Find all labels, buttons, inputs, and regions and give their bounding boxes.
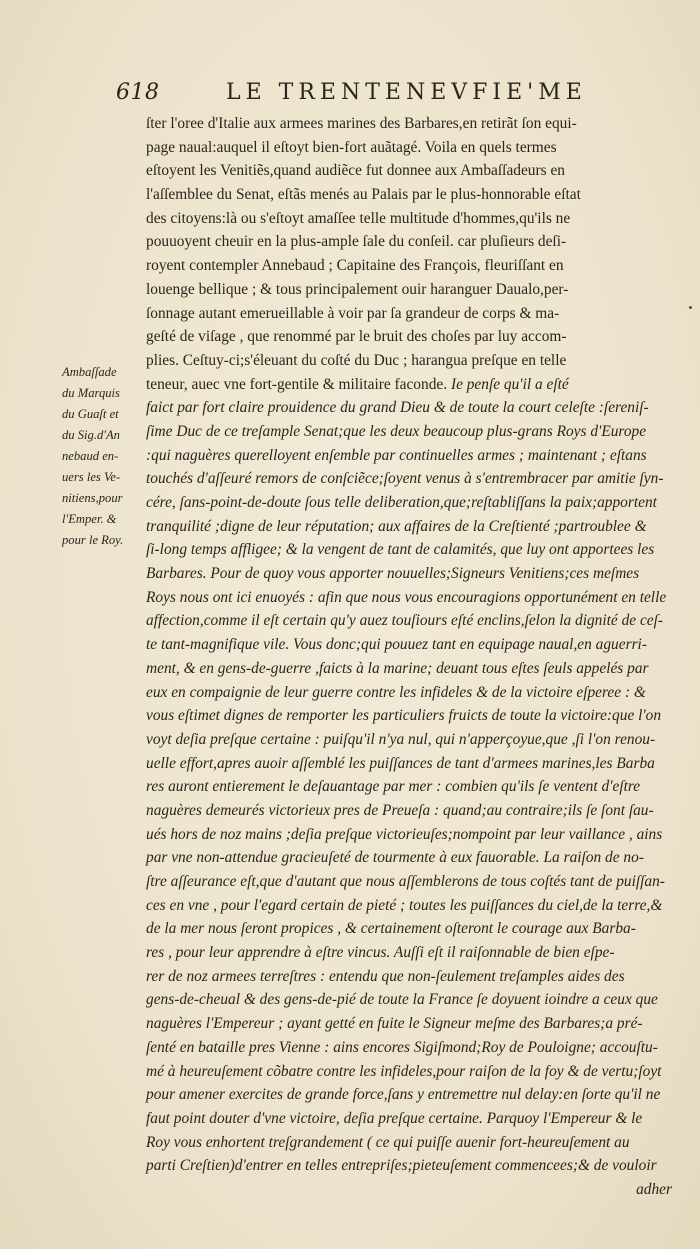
margin-note-line: du Sig.d'An [62, 428, 120, 442]
text-line: affection,comme il eſt certain qu'y auez touſiours eſté enclins,ſelon la dignité de ceſ- [146, 612, 664, 630]
text-line: de la mer nous ſeront propices , & certainement oſteront le courage aux Barba- [146, 920, 636, 938]
text-line: ſonnage autant emerueillable à voir par ſa grandeur de corps & ma- [146, 304, 560, 322]
text-line: geſté de viſage , que renommé par le bruit des choſes par luy accom- [146, 328, 567, 346]
text-line: eſtoyent les Venitiẽs,quand audiẽce fut donnee aux Ambaſſadeurs en [146, 162, 565, 180]
text-line: ſenté en bataille pres Vienne : ains encores Sigiſmond;Roy de Pouloigne; accouſtu- [146, 1038, 658, 1056]
text-line: Roys nous ont ici enuoyés : afin que nous vous encouragions opportunément en telle [146, 588, 667, 606]
text-line: par vne non-attendue gracieuſeté de tourmente à eux fauorable. La raiſon de no- [146, 849, 644, 867]
text-line: rer de noz armees terreſtres : entendu que non-ſeulement treſamples aides des [146, 967, 625, 985]
text-line: faut point douter d'vne victoire, deſia preſque certaine. Parquoy l'Empereur & le [146, 1109, 643, 1127]
margin-note-line: du Guaſt et [62, 407, 119, 421]
text-line: louenge bellique ; & tous principalement ouir haranguer Daualo,per- [146, 280, 569, 298]
text-line: ſi-long temps affligee; & la vengent de tant de calamités, que luy ont apportees les [146, 541, 655, 559]
paper-speck [689, 306, 692, 309]
text-line: te tant-magnifique vile. Vous donc;qui pouuez tant en equipage naual,en aguerri- [146, 636, 647, 654]
text-line: Roy vous enhortent treſgrandement ( ce qui puiſſe auenir fort-heureuſement au [146, 1133, 630, 1151]
margin-note-line: du Marquis [62, 386, 120, 400]
text-line: cére, ſans-point-de-doute ſous telle deliberation,que;reſtabliſſans la paix;apportent [146, 494, 657, 511]
catchword: adher [636, 1180, 672, 1198]
margin-note-line: nebaud en- [62, 449, 119, 463]
margin-note-line: Ambaſſade [62, 365, 117, 379]
text-line: ſime Duc de ce treſample Senat;que les deux beaucoup plus-grans Roys d'Europe [146, 422, 647, 440]
text-line: des citoyens:là ou s'eſtoyt amaſſee telle multitude d'hommes,qu'ils ne [146, 209, 571, 227]
text-line: vous eſtimet dignes de remporter les particuliers fruicts de toute la victoire:que l'on [146, 707, 662, 725]
text-line: ment, & en gens-de-guerre ,faicts à la marine; deuant tous eſtes ſeuls appelés par [146, 659, 649, 677]
text-line: res auront entierement le deſauantage par mer : combien qu'ils ſe ventent d'eſtre [146, 778, 641, 796]
text-line: plies. Ceſtuy-ci;s'éleuant du coſté du Duc ; harangua preſque en telle [146, 351, 567, 369]
text-line: voyt deſia preſque certaine : puiſqu'il n'ya nul, qui n'apperçoyue,que ,ſi l'on renou- [146, 730, 656, 748]
text-line: gens-de-cheual & des gens-de-pié de toute la France ſe doyuent ioindre a ceux que [146, 991, 658, 1009]
text-line: faict par fort claire prouidence du grand Dieu & de toute la court celeſte :ſereniſ- [146, 399, 649, 417]
margin-note-line: nitiens,pour [62, 491, 123, 505]
text-line: parti Creſtien)d'entrer en telles entrepriſes;pieteuſement commencees;& de vouloir [146, 1157, 657, 1175]
text-line: pour amener exercites de grande force,ſans y entremettre nul delay:en ſorte qu'il ne [146, 1086, 661, 1104]
text-line: naguères demeurés victorieux pres de Preueſa : quand;au contraire;ils ſe ſont ſau- [146, 801, 654, 819]
text-line: ſter l'oree d'Italie aux armees marines des Barbares,en retirãt ſon equi- [146, 115, 577, 132]
text-line: ués hors de noz mains ;deſia preſque victorieuſes;nompoint par leur vaillance , ains [146, 825, 663, 843]
text-line: :qui naguères querelloyent enſemble par continuelles armes ; maintenant ; eſtans [146, 446, 647, 464]
text-line: ſtre aſſeurance eſt,que d'autant que nous aſſemblerons de tous coſtés tant de puiſſan- [146, 873, 665, 890]
text-line: Barbares. Pour de quoy vous apporter nouuelles;Signeurs Venitiens;ces meſmes [146, 565, 640, 583]
text-line: royent contempler Annebaud ; Capitaine des François, fleuriſſant en [146, 257, 564, 275]
text-line: ces en vne , pour l'egard certain de pieté ; toutes les puiſſances du ciel,de la terre,& [146, 896, 663, 914]
text-line: page naual:auquel il eſtoyt bien-fort auãtagé. Voila en quels termes [146, 138, 557, 156]
text-line: mé à heureuſement cõbatre contre les infideles,pour raiſon de la foy & de vertu;ſoyt [146, 1062, 662, 1080]
page-header [116, 80, 676, 110]
margin-note-line: pour le Roy. [62, 533, 124, 547]
text-line: touchés d'aſſeuré remors de conſciẽce;ſoyent venus à s'entrembracer par amitie ſyn- [146, 470, 664, 488]
text-line: l'aſſemblee du Senat, eſtãs menés au Palais par le plus-honnorable eſtat [146, 186, 581, 204]
margin-note-line: uers les Ve- [62, 470, 121, 484]
margin-note [62, 362, 144, 551]
page-number: 618 [116, 80, 160, 105]
narrative-paragraph [146, 112, 676, 396]
text-line: res , pour leur apprendre à eſtre vincus. Auſſi eſt il raiſonnable de bien eſpe- [146, 944, 615, 962]
margin-note-line: l'Emper. & [62, 512, 117, 526]
text-line [146, 373, 676, 397]
text-line: pouuoyent cheuir en la plus-ample ſale du conſeil. car pluſieurs deſi- [146, 233, 567, 251]
text-line: tranquilité ;digne de leur réputation; aux affaires de la Creſtienté ;partroublee & [146, 517, 647, 535]
speech-paragraph [146, 396, 676, 1201]
text-line: eux en compaignie de leur guerre contre les infideles & de la victoire eſperee : & [146, 683, 646, 701]
text-line: naguères l'Empereur ; ayant getté en fuite le Signeur meſme des Barbares;a pré- [146, 1015, 643, 1033]
speech-opening: Ie penſe qu'il a eſté [450, 375, 569, 393]
text-segment: teneur, auec vne fort-gentile & militaire faconde. [146, 375, 448, 393]
body-text [146, 112, 676, 1202]
text-line: uelle effort,apres auoir aſſemblé les puiſſances de tant d'armees marines,les Barba [146, 754, 655, 772]
running-title: LE TRENTENEVFIE'ME [226, 80, 587, 105]
